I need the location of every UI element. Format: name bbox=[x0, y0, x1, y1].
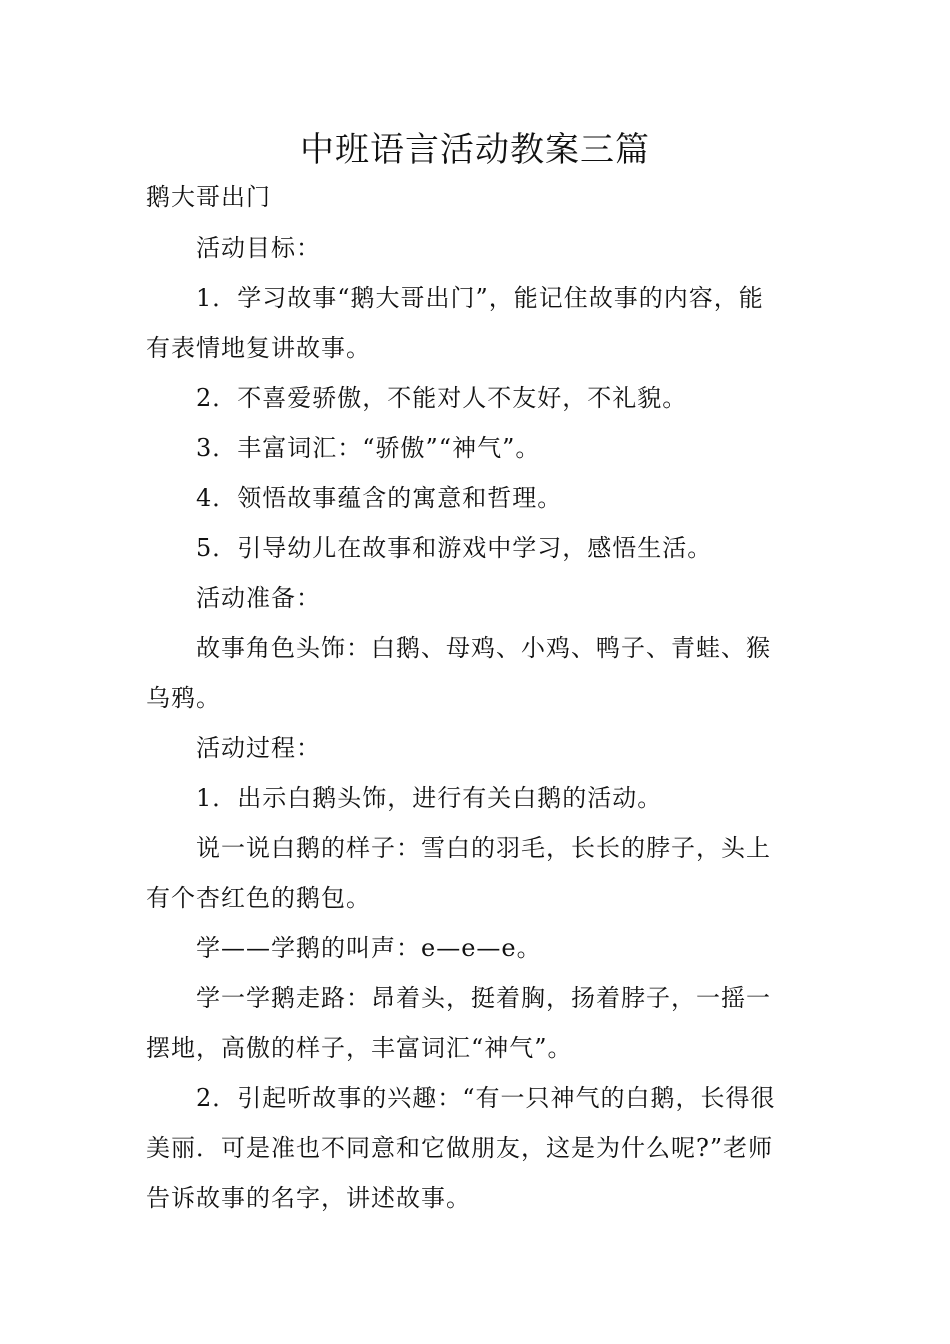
paragraph-line: 学一学鹅走路：昂着头，挺着胸，扬着脖子，一摇一 bbox=[196, 984, 771, 1012]
paragraph-line: 乌鸦。 bbox=[146, 684, 221, 712]
paragraph-line: 1．出示白鹅头饰，进行有关白鹅的活动。 bbox=[196, 784, 663, 812]
document-title: 中班语言活动教案三篇 bbox=[300, 130, 650, 170]
paragraph-line: 5．引导幼儿在故事和游戏中学习，感悟生活。 bbox=[196, 534, 713, 562]
paragraph-line: 美丽．可是准也不同意和它做朋友，这是为什么呢?”老师 bbox=[146, 1134, 774, 1162]
subheading-preparation: 活动准备： bbox=[196, 584, 321, 612]
paragraph-line: 摆地，高傲的样子，丰富词汇“神气”。 bbox=[146, 1034, 573, 1062]
paragraph-line: 故事角色头饰：白鹅、母鸡、小鸡、鸭子、青蛙、猴 bbox=[196, 634, 771, 662]
paragraph-line: 3．丰富词汇：“骄傲”“神气”。 bbox=[196, 434, 541, 462]
paragraph-line: 4．领悟故事蕴含的寓意和哲理。 bbox=[196, 484, 563, 512]
paragraph-line: 2．引起听故事的兴趣：“有一只神气的白鹅，长得很 bbox=[196, 1084, 776, 1112]
paragraph-line: 有个杏红色的鹅包。 bbox=[146, 884, 371, 912]
subheading-goals: 活动目标： bbox=[196, 234, 321, 262]
subheading-process: 活动过程： bbox=[196, 734, 321, 762]
section-heading: 鹅大哥出门 bbox=[146, 183, 271, 211]
paragraph-line: 学——学鹅的叫声：e—e—e。 bbox=[196, 934, 542, 962]
paragraph-line: 1．学习故事“鹅大哥出门”，能记住故事的内容，能 bbox=[196, 284, 764, 312]
paragraph-line: 说一说白鹅的样子：雪白的羽毛，长长的脖子，头上 bbox=[196, 834, 771, 862]
paragraph-line: 有表情地复讲故事。 bbox=[146, 334, 371, 362]
paragraph-line: 2．不喜爱骄傲，不能对人不友好，不礼貌。 bbox=[196, 384, 688, 412]
paragraph-line: 告诉故事的名字，讲述故事。 bbox=[146, 1184, 471, 1212]
